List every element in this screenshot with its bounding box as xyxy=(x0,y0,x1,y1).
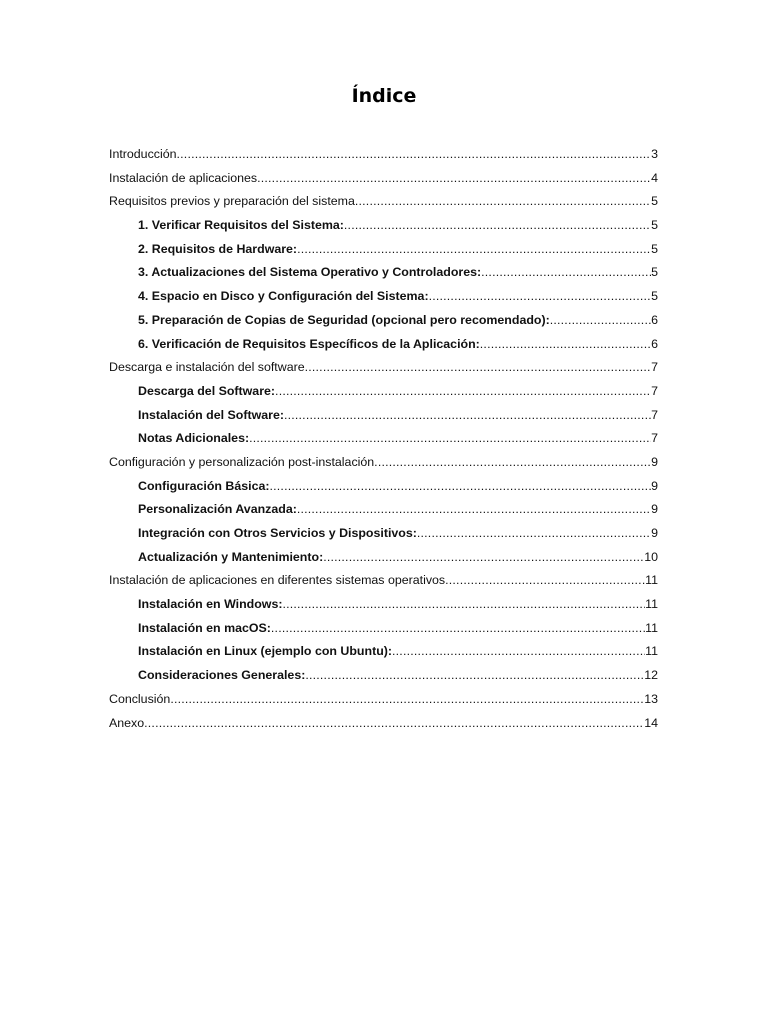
toc-entry-title: 1. Verificar Requisitos del Sistema: xyxy=(138,218,344,233)
toc-entry-page: 11 xyxy=(645,573,658,588)
toc-leader xyxy=(282,593,645,617)
toc-leader xyxy=(297,238,651,262)
toc-leader xyxy=(297,498,651,522)
toc-entry-page: 11 xyxy=(645,597,658,612)
toc-leader xyxy=(429,285,652,309)
toc-entry-page: 9 xyxy=(651,454,658,469)
toc-entry-page: 7 xyxy=(651,360,658,375)
toc-entry[interactable] xyxy=(109,143,658,167)
toc-leader xyxy=(550,309,651,333)
toc-leader xyxy=(392,640,645,664)
toc-leader xyxy=(323,546,644,570)
toc-leader xyxy=(144,712,644,736)
toc-entry-title: Requisitos previos y preparación del sistema xyxy=(109,194,355,209)
toc-entry-title: 3. Actualizaciones del Sistema Operativo y Controladores: xyxy=(138,265,482,280)
toc-entry[interactable] xyxy=(109,640,658,664)
toc-entry[interactable] xyxy=(109,451,658,475)
toc-entry-title: Descarga del Software: xyxy=(138,383,276,398)
toc-entry[interactable] xyxy=(109,664,658,688)
toc-entry-title: Instalación en macOS: xyxy=(138,620,271,635)
toc-entry-title: Personalización Avanzada: xyxy=(138,502,297,517)
toc-leader xyxy=(305,664,644,688)
toc-entry-title: 6. Verificación de Requisitos Específicos de la Aplicación: xyxy=(138,336,480,351)
toc-leader xyxy=(445,569,645,593)
toc-entry[interactable] xyxy=(109,427,658,451)
toc-entry-title: Instalación de aplicaciones en diferentes sistemas operativos xyxy=(109,573,446,588)
toc-entry-title: Integración con Otros Servicios y Dispositivos: xyxy=(138,526,417,540)
toc-entry-title: Introducción xyxy=(109,147,177,161)
toc-entry-page: 13 xyxy=(644,691,658,706)
toc-leader xyxy=(481,261,651,285)
toc-leader xyxy=(249,427,651,451)
toc-entry-page: 12 xyxy=(644,668,658,683)
toc-leader xyxy=(170,688,644,712)
toc-entry-title: 2. Requisitos de Hardware: xyxy=(138,241,298,256)
toc-entry-page: 5 xyxy=(651,265,658,280)
page-title: Índice xyxy=(351,85,417,107)
toc-entry-page: 9 xyxy=(651,502,658,517)
toc-entry-title: Instalación del Software: xyxy=(138,407,284,422)
toc-entry-page: 14 xyxy=(644,715,658,730)
toc-entry[interactable] xyxy=(109,380,658,404)
toc-entry[interactable] xyxy=(109,569,658,593)
toc-entry[interactable] xyxy=(109,522,658,546)
toc-entry[interactable] xyxy=(109,593,658,617)
toc-entry-title: Notas Adicionales: xyxy=(138,431,250,446)
toc-entry[interactable] xyxy=(109,546,658,570)
toc-entry-page: 11 xyxy=(645,620,658,635)
toc-leader xyxy=(177,143,652,167)
toc-entry-page: 11 xyxy=(645,644,658,659)
toc-entry[interactable] xyxy=(109,404,658,428)
toc-entry-page: 5 xyxy=(651,218,658,233)
toc-entry-title: 5. Preparación de Copias de Seguridad (opcional pero recomendado): xyxy=(138,312,550,327)
toc-leader xyxy=(305,356,651,380)
toc-entry-title: Instalación de aplicaciones xyxy=(109,170,258,185)
toc-entry[interactable] xyxy=(109,475,658,499)
toc-leader xyxy=(374,451,651,475)
toc-entry-title: Configuración Básica: xyxy=(138,478,270,493)
toc-list xyxy=(109,143,658,735)
toc-entry[interactable] xyxy=(109,261,658,285)
toc-entry-page: 7 xyxy=(651,431,658,446)
toc-leader xyxy=(417,522,651,546)
toc-entry-page: 9 xyxy=(651,526,658,540)
toc-entry-title: Descarga e instalación del software xyxy=(109,360,305,375)
toc-entry-title: Anexo xyxy=(109,715,145,730)
toc-leader xyxy=(257,167,651,191)
toc-leader xyxy=(344,214,651,238)
toc-entry[interactable] xyxy=(109,190,658,214)
toc-entry[interactable] xyxy=(109,333,658,357)
toc-entry[interactable] xyxy=(109,285,658,309)
toc-entry-title: 4. Espacio en Disco y Configuración del Sistema: xyxy=(138,289,429,304)
toc-entry-page: 3 xyxy=(651,147,658,161)
toc-entry-page: 6 xyxy=(651,336,658,351)
toc-leader xyxy=(275,380,651,404)
toc-entry-page: 10 xyxy=(644,549,658,564)
toc-entry-page: 7 xyxy=(651,407,658,422)
toc-entry-title: Consideraciones Generales: xyxy=(138,668,306,683)
toc-entry[interactable] xyxy=(109,617,658,641)
toc-entry-page: 7 xyxy=(651,383,658,398)
toc-entry[interactable] xyxy=(109,688,658,712)
toc-leader xyxy=(271,617,645,641)
toc-entry-title: Configuración y personalización post-instalación xyxy=(109,454,375,469)
toc-leader xyxy=(284,404,651,428)
toc-entry-page: 6 xyxy=(651,312,658,327)
toc-entry[interactable] xyxy=(109,214,658,238)
toc-entry[interactable] xyxy=(109,167,658,191)
toc-entry-page: 5 xyxy=(651,241,658,256)
toc-entry-title: Actualización y Mantenimiento: xyxy=(138,549,324,564)
toc-entry[interactable] xyxy=(109,712,658,736)
toc-entry[interactable] xyxy=(109,356,658,380)
toc-leader xyxy=(355,190,651,214)
toc-entry[interactable] xyxy=(109,238,658,262)
toc-entry-page: 4 xyxy=(651,170,658,185)
toc-leader xyxy=(480,333,651,357)
toc-entry[interactable] xyxy=(109,498,658,522)
toc-entry-title: Instalación en Windows: xyxy=(138,597,283,612)
toc-entry-page: 5 xyxy=(651,194,658,209)
toc-entry[interactable] xyxy=(109,309,658,333)
toc-entry-page: 5 xyxy=(651,289,658,304)
toc-entry-title: Conclusión xyxy=(109,691,171,706)
toc-leader xyxy=(270,475,652,499)
toc-entry-page: 9 xyxy=(651,478,658,493)
toc-entry-title: Instalación en Linux (ejemplo con Ubuntu): xyxy=(138,644,393,659)
